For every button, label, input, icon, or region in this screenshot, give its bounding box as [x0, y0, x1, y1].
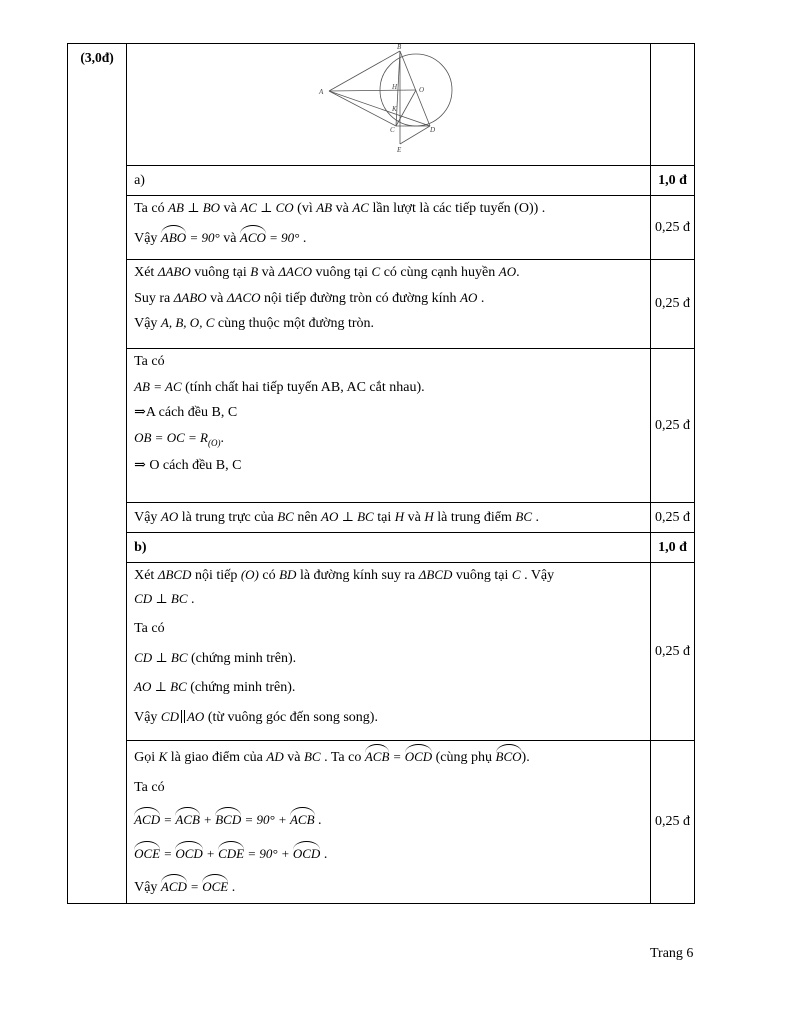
math: ΔACO	[226, 289, 261, 305]
math: ΔABO	[173, 289, 207, 305]
a3-line-3: ⇒A cách đều B, C	[134, 405, 238, 420]
text: .	[477, 290, 485, 306]
text: vuông tại	[190, 265, 251, 280]
a1-line-2	[134, 226, 644, 248]
label-b: B	[397, 44, 402, 51]
part-b-header-row	[68, 533, 695, 563]
text: .	[299, 230, 307, 246]
math: (O)	[240, 567, 259, 582]
text: .	[314, 813, 322, 828]
part-b-points: 1,0 đ	[650, 533, 694, 563]
text: nội tiếp đường tròn có đường kính	[260, 290, 461, 306]
angle-oce: OCE	[202, 875, 228, 895]
text: lần lượt là các tiếp tuyến (O)) .	[368, 201, 546, 216]
angle-abo: ABO	[161, 226, 186, 246]
a1-points: 0,25 đ	[650, 196, 694, 260]
b2-line-3	[134, 808, 644, 830]
math: +	[199, 812, 216, 827]
text: có	[258, 568, 280, 583]
math: OB = OC = R	[134, 429, 208, 445]
math: AO	[460, 289, 478, 305]
a2-line-1	[134, 264, 644, 282]
page-number: Trang 6	[650, 946, 694, 961]
a2-line-2	[134, 290, 644, 308]
text: (tính chất hai tiếp tuyến AB, AC cắt nhau).	[181, 379, 425, 395]
tangent-ac	[329, 91, 396, 126]
part-a-row-4	[68, 503, 695, 533]
a3-line-1: Ta có	[134, 354, 165, 369]
part-b-row-2	[68, 741, 695, 904]
text: và	[283, 750, 304, 765]
math: A, B, O, C	[160, 315, 215, 330]
a3-line-4	[134, 430, 644, 449]
figure-cell	[127, 44, 651, 166]
text: và	[258, 265, 279, 280]
angle-acb: ACB	[175, 808, 200, 828]
text: .	[320, 846, 328, 862]
math: AC ⊥ CO	[240, 200, 294, 215]
a3-line-5: ⇒ O cách đều B, C	[134, 457, 242, 473]
math: =	[160, 812, 176, 827]
math: =	[186, 879, 203, 894]
text: Ta có	[134, 201, 169, 216]
label-c: C	[390, 126, 395, 134]
text: và	[219, 230, 240, 246]
text: .	[516, 265, 520, 280]
text: Suy ra	[134, 290, 174, 306]
math: +	[202, 845, 219, 861]
math: AB = AC	[134, 378, 182, 394]
text: Vậy	[134, 709, 161, 725]
math: = 90°	[186, 229, 220, 245]
label-h: H	[392, 83, 398, 91]
part-b-label: b)	[134, 539, 147, 555]
label-e: E	[397, 146, 402, 154]
math: AD	[266, 749, 284, 764]
text: .	[220, 430, 224, 446]
a2-points: 0,25 đ	[650, 260, 694, 349]
angle-acb: ACB	[290, 808, 315, 828]
math: =	[160, 845, 176, 861]
math: =	[389, 749, 405, 764]
a3-points: 0,25 đ	[650, 349, 694, 503]
a4-points: 0,25 đ	[650, 503, 694, 533]
math: ΔBCD	[157, 567, 192, 582]
text: .	[532, 509, 539, 525]
b1-line-6	[134, 709, 644, 727]
label-k: K	[392, 105, 397, 113]
math: AC	[352, 200, 369, 215]
math: AO ⊥ BC	[321, 508, 374, 524]
angle-ocd: OCD	[405, 745, 432, 765]
angle-bco: BCO	[496, 745, 522, 765]
part-a-row-1	[68, 196, 695, 260]
math: AB ⊥ BO	[168, 200, 221, 215]
text: Gọi	[134, 750, 159, 765]
text: (vì	[293, 201, 317, 216]
math: = 90° +	[241, 812, 290, 827]
figure-points-cell	[650, 44, 694, 166]
math: C	[511, 567, 521, 582]
geometry-figure	[127, 44, 650, 160]
math: BD	[279, 567, 297, 582]
label-d: D	[430, 126, 436, 134]
a4-line-1	[134, 509, 644, 527]
b2-points: 0,25 đ	[650, 741, 694, 904]
math-subscript: (O)	[207, 437, 221, 448]
text: (chứng minh trên).	[187, 650, 297, 666]
a1-line-1	[134, 200, 644, 218]
math: K	[158, 749, 168, 764]
text: là trung điểm	[433, 509, 516, 525]
math: H	[394, 508, 405, 524]
b2-line-4	[134, 842, 644, 864]
math: BC	[277, 508, 294, 524]
text: là giao điểm của	[167, 750, 267, 765]
b1-line-5	[134, 679, 644, 697]
text: tại	[373, 509, 395, 525]
math: BC	[515, 508, 532, 524]
total-score: (3,0đ)	[80, 50, 114, 65]
angle-oce: OCE	[134, 842, 160, 862]
text: .	[187, 591, 195, 607]
angle-cde: CDE	[218, 842, 244, 862]
angle-acb: ACB	[365, 745, 390, 765]
segment-bd	[400, 51, 430, 126]
b2-line-1	[134, 745, 644, 767]
math: AO	[498, 264, 517, 279]
text: Vậy	[134, 880, 161, 895]
score-cell	[68, 44, 127, 904]
text: .	[228, 880, 236, 895]
label-o: O	[419, 86, 425, 94]
a3-line-2	[134, 379, 644, 397]
b1-line-3: Ta có	[134, 621, 165, 636]
b1-line-2	[134, 591, 644, 609]
text: có cùng cạnh huyền	[380, 265, 499, 280]
b1-points: 0,25 đ	[650, 563, 694, 741]
a2-line-3	[134, 315, 644, 333]
math: C	[371, 264, 381, 279]
math: = 90°	[265, 229, 300, 245]
math: AB	[316, 200, 333, 215]
text: nên	[293, 509, 322, 525]
text: và	[220, 201, 241, 216]
segment-ad	[329, 91, 430, 126]
angle-acd: ACD	[161, 875, 187, 895]
math: CD	[160, 708, 179, 724]
math: B	[250, 264, 259, 279]
part-a-header-row	[68, 166, 695, 196]
tangent-ab	[329, 51, 400, 91]
figure-row	[68, 44, 695, 166]
text: và	[332, 201, 353, 216]
label-a: A	[319, 88, 324, 96]
text: vuông tại	[452, 568, 512, 583]
solution-table	[67, 43, 695, 904]
text: (chứng minh trên).	[186, 680, 296, 695]
angle-aco: ACO	[240, 226, 266, 246]
angle-acd: ACD	[134, 808, 160, 828]
b1-line-1	[134, 567, 644, 585]
text: Xét	[134, 568, 158, 583]
text: vuông tại	[312, 265, 372, 280]
text: cùng thuộc một đường tròn.	[214, 316, 375, 331]
segment-co	[396, 90, 416, 126]
text: . Ta co	[320, 750, 365, 765]
part-a-row-2	[68, 260, 695, 349]
text: là đường kính suy ra	[296, 568, 419, 583]
text: (cùng phụ	[432, 750, 496, 765]
angle-bcd: BCD	[215, 808, 241, 828]
b1-line-4	[134, 650, 644, 668]
part-a-row-3	[68, 349, 695, 503]
math: = 90° +	[244, 845, 293, 861]
math: H	[424, 508, 434, 524]
parallel-symbol	[181, 710, 185, 723]
math: AO ⊥ BC	[134, 679, 187, 694]
text: và	[404, 509, 425, 525]
part-a-label: a)	[134, 172, 145, 188]
math: CD ⊥ BC	[134, 590, 188, 606]
part-a-points: 1,0 đ	[650, 166, 694, 196]
text: là trung trực của	[178, 509, 278, 525]
text: Vậy	[134, 230, 161, 246]
math: BC	[303, 749, 321, 764]
text: Xét	[134, 265, 158, 280]
angle-ocd: OCD	[293, 842, 320, 862]
math: ΔABO	[157, 264, 191, 279]
text: . Vậy	[520, 568, 555, 583]
segment-ed	[400, 126, 430, 144]
angle-ocd: OCD	[175, 842, 202, 862]
b2-line-5	[134, 875, 644, 897]
text: ).	[521, 750, 530, 765]
text: (từ vuông góc đến song song).	[204, 709, 378, 725]
text: Vậy	[134, 316, 161, 331]
segment-ao	[329, 90, 416, 91]
text: và	[206, 290, 227, 306]
part-b-row-1	[68, 563, 695, 741]
math: CD ⊥ BC	[134, 649, 188, 665]
b2-line-2: Ta có	[134, 779, 165, 795]
math: AO	[186, 708, 205, 724]
math: ΔBCD	[418, 567, 453, 582]
text: nội tiếp	[191, 568, 241, 583]
math: AO	[160, 508, 179, 524]
math: ΔACO	[278, 264, 313, 279]
text: Vậy	[134, 509, 161, 525]
